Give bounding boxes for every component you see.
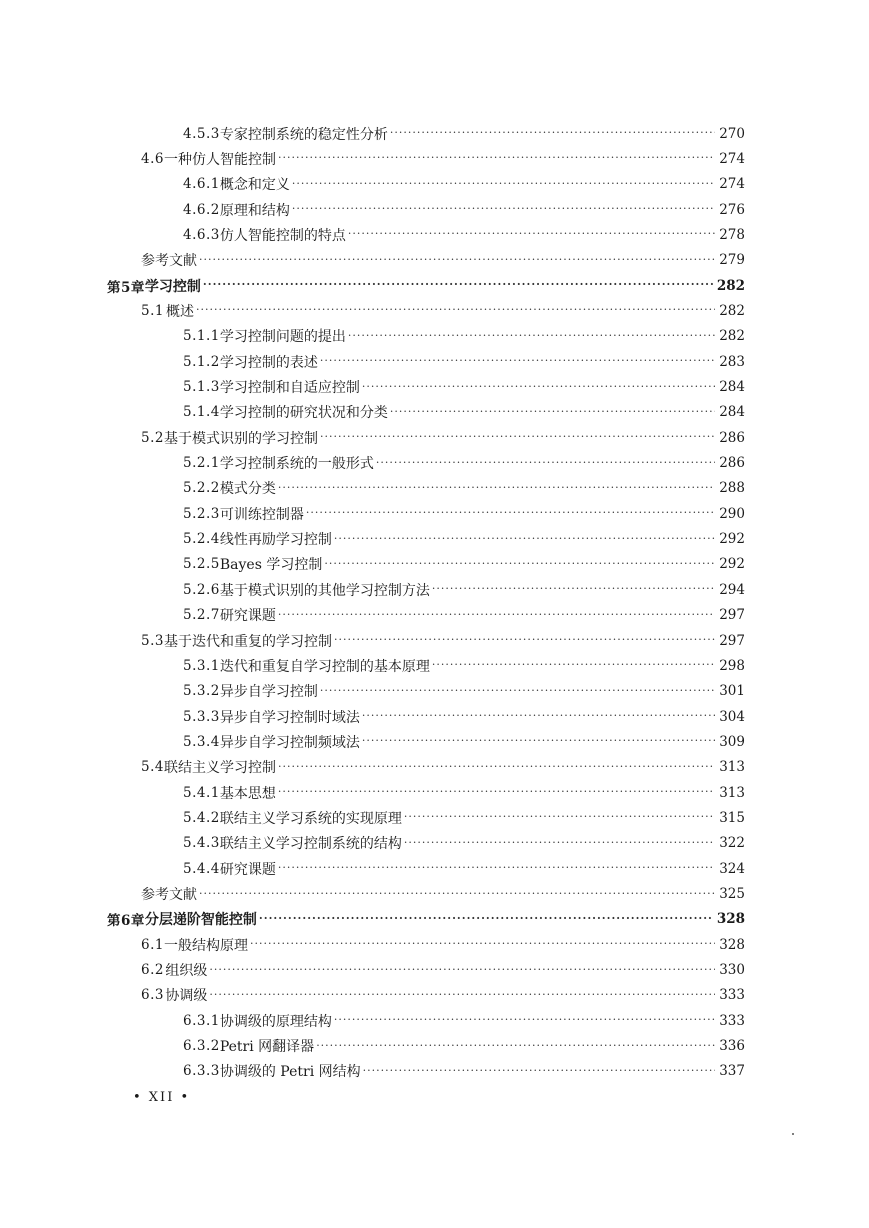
toc-subsection[interactable] [183,729,745,754]
toc-number: 5.2.1 [183,455,220,472]
toc-page-number: 322 [719,835,745,852]
toc-page-number: 298 [719,657,745,674]
toc-number: 5.3.2 [183,683,220,700]
toc-page-number: 315 [719,809,745,826]
dot-leader [320,684,715,697]
toc-page-number: 282 [719,302,745,319]
toc-subsection[interactable] [183,197,745,222]
toc-subsection[interactable] [183,805,745,830]
toc-page-number: 337 [719,1063,745,1080]
toc-title: 学习控制 [144,278,201,295]
toc-page-number: 282 [716,277,745,294]
toc-page-number: 278 [719,226,745,243]
dot-leader [199,887,715,900]
toc-page-number: 292 [719,556,745,573]
toc-number: 第6章 [107,913,145,930]
dot-leader [348,227,715,240]
toc-title: 可训练控制器 [219,506,304,523]
dot-leader [362,709,715,722]
dot-leader [324,557,715,570]
dot-leader [334,532,715,545]
dot-leader [209,988,715,1001]
toc-subsection[interactable] [183,704,745,729]
toc-title: 学习控制系统的一般形式 [219,456,374,473]
toc-subsection[interactable] [183,375,745,400]
toc-number: 5.4.2 [183,809,220,826]
dot-leader [292,202,715,215]
toc-number: 5.2.3 [183,505,220,522]
toc-title: 异步自学习控制 [219,684,318,701]
toc-page-number: 276 [719,201,745,218]
dot-leader [320,354,715,367]
toc-number: 5.4.4 [183,860,220,877]
toc-number: 6.1 [141,936,164,953]
dot-leader [259,912,713,925]
toc-title: 基于模式识别的其他学习控制方法 [219,582,430,599]
toc-title: Bayes 学习控制 [219,557,323,574]
toc-page-number: 333 [719,987,745,1004]
toc-title: 联结主义学习控制系统的结构 [219,836,402,853]
toc-number: 6.3.2 [183,1038,220,1055]
toc-page-number: 301 [719,683,745,700]
toc-subsection[interactable] [183,552,745,577]
dot-leader [196,303,715,316]
toc-number: 5.4 [141,759,164,776]
toc-page-number: 284 [719,379,745,395]
toc-page-number: 274 [719,176,745,193]
toc-page-number: 297 [719,632,745,649]
toc-page-number: 282 [719,328,745,345]
toc-subsection[interactable] [183,476,745,501]
toc-subsection[interactable] [183,121,745,146]
dot-leader [362,380,715,393]
toc-number: 5.2.6 [183,581,220,598]
toc-number: 5.4.3 [183,835,220,852]
dot-leader [250,937,715,950]
dot-leader [334,1013,715,1026]
toc-section[interactable] [141,146,745,171]
toc-subsection[interactable] [183,400,745,425]
dot-leader [278,760,715,773]
dot-leader [209,963,715,976]
toc-page-number: 313 [719,759,745,776]
dot-leader [348,329,715,342]
toc-section[interactable] [141,628,745,653]
toc-section[interactable] [141,932,745,957]
toc-title: 仿人智能控制的特点 [219,227,346,244]
dot-leader [306,506,715,519]
toc-number: 4.6.2 [183,201,220,218]
toc-title: Petri 网翻译器 [219,1039,315,1056]
toc-title: 参考文献 [141,887,197,903]
toc-number: 5.1.2 [183,353,220,370]
dot-leader [278,861,715,874]
toc-title: 概述 [166,303,194,320]
toc-section[interactable] [141,425,745,450]
page-number-footer: • XII • [133,1090,191,1105]
toc-subsection[interactable] [183,653,745,678]
toc-number: 5.2.7 [183,607,220,624]
toc-subsection[interactable] [183,1059,745,1084]
toc-title: 协调级 [165,988,208,1005]
toc-number: 5.3.4 [183,733,220,750]
dot-leader [404,810,715,823]
toc-page-number: 283 [719,353,745,370]
toc-number: 5.2.5 [183,556,220,573]
toc-number: 5.2.4 [183,531,220,548]
dot-leader [362,734,715,747]
toc-page-number: 336 [719,1038,745,1055]
toc-title: 基于模式识别的学习控制 [163,430,318,447]
toc-title: 联结主义学习系统的实现原理 [219,810,402,827]
toc-number: 5.3 [141,632,164,649]
dot-leader [278,151,715,164]
toc-title: 学习控制和自适应控制 [219,380,360,396]
toc-number: 6.3 [141,987,164,1004]
toc-references[interactable] [141,882,745,907]
toc-title: 分层递阶智能控制 [144,912,257,929]
toc-title: 原理和结构 [219,202,290,219]
toc-number: 6.3.1 [183,1012,220,1029]
dot-leader [292,177,715,190]
toc-page-number: 292 [719,531,745,548]
toc-section[interactable] [141,983,745,1008]
toc-subsection[interactable] [183,451,745,476]
toc-page-number: 325 [719,886,745,902]
toc-page-number: 328 [716,911,745,928]
toc-page-number: 286 [719,455,745,472]
toc-references[interactable] [141,248,745,273]
toc-page-number: 328 [719,936,745,953]
toc-page-number: 279 [719,252,745,269]
toc-subsection[interactable] [183,577,745,602]
toc-number: 5.1.3 [183,379,220,395]
toc-subsection[interactable] [183,856,745,881]
toc-title: 基于迭代和重复的学习控制 [163,633,332,650]
toc-section[interactable] [141,298,745,323]
toc-subsection[interactable] [183,1008,745,1033]
toc-title: 异步自学习控制时域法 [219,709,360,726]
toc-number: 5.3.3 [183,708,220,725]
toc-page-number: 309 [719,733,745,750]
toc-subsection[interactable] [183,1034,745,1059]
toc-number: 5.3.1 [183,657,220,674]
toc-number: 5.4.1 [183,784,220,801]
toc-subsection[interactable] [183,679,745,704]
toc-page-number: 297 [719,607,745,624]
dot-leader [199,253,715,266]
toc-subsection[interactable] [183,222,745,247]
toc-subsection[interactable] [183,527,745,552]
toc-title: 学习控制问题的提出 [219,329,346,346]
dot-leader [278,608,715,621]
toc-number: 4.6.3 [183,226,220,243]
dot-leader [316,1039,715,1052]
toc-page-number: 294 [719,581,745,598]
toc-title: 联结主义学习控制 [163,760,276,777]
toc-title: 学习控制的研究状况和分类 [219,405,388,422]
dot-leader [363,1064,716,1077]
toc-number: 第5章 [107,279,145,296]
toc-title: 协调级的 Petri 网结构 [219,1064,361,1081]
toc-page-number: 330 [719,962,745,979]
toc-subsection[interactable] [183,603,745,628]
toc-number: 5.2 [141,429,164,446]
toc-number: 5.1.4 [183,404,220,421]
toc-title: 概念和定义 [219,177,290,194]
toc-subsection[interactable] [183,349,745,374]
dot-leader [278,481,715,494]
toc-page-number: 290 [719,505,745,522]
toc-page-number: 288 [719,480,745,497]
toc-number: 5.1 [141,302,164,319]
toc-title: 研究课题 [219,608,276,625]
toc-page-number: 324 [719,860,745,877]
toc-page-number: 286 [719,429,745,446]
dot-leader [432,582,715,595]
toc-number: 5.2.2 [183,480,220,497]
toc-number: 4.5.3 [183,125,220,142]
toc-number: 4.6.1 [183,176,220,193]
scan-speck [792,1133,794,1135]
toc-title: 异步自学习控制频域法 [219,734,360,751]
toc-section[interactable] [141,958,745,983]
toc-page-number: 313 [719,784,745,801]
toc-number: 6.3.3 [183,1063,220,1080]
toc-subsection[interactable] [183,831,745,856]
toc-page-number: 304 [719,708,745,725]
toc-title: 学习控制的表述 [219,354,318,371]
toc-subsection[interactable] [183,324,745,349]
toc-title: 基本思想 [219,785,276,802]
toc-title: 专家控制系统的稳定性分析 [219,126,388,143]
toc-page-number: 333 [719,1012,745,1029]
dot-leader [334,633,715,646]
toc-page-number: 284 [719,404,745,421]
dot-leader [390,126,715,139]
dot-leader [203,278,713,291]
toc-title: 一般结构原理 [163,937,248,954]
toc-title: 一种仿人智能控制 [163,151,276,168]
dot-leader [376,456,715,469]
toc-chapter[interactable] [107,907,745,932]
toc-number: 6.2 [141,962,164,979]
toc-subsection[interactable] [183,501,745,526]
toc-page-number: 270 [719,125,745,142]
toc-subsection[interactable] [183,780,745,805]
toc-title: 线性再励学习控制 [219,532,332,549]
dot-leader [320,430,715,443]
toc-title: 协调级的原理结构 [219,1013,332,1030]
toc-title: 参考文献 [141,253,197,270]
dot-leader [404,836,715,849]
dot-leader [390,405,715,418]
dot-leader [432,658,715,671]
toc-number: 4.6 [141,150,164,167]
toc-chapter[interactable] [107,273,745,298]
toc-section[interactable] [141,755,745,780]
toc-number: 5.1.1 [183,328,220,345]
toc-page-number: 274 [719,150,745,167]
toc-subsection[interactable] [183,172,745,197]
toc-title: 研究课题 [219,861,276,878]
toc-title: 迭代和重复自学习控制的基本原理 [219,658,430,675]
toc-title: 模式分类 [219,481,276,498]
toc-title: 组织级 [165,963,208,980]
dot-leader [278,785,715,798]
